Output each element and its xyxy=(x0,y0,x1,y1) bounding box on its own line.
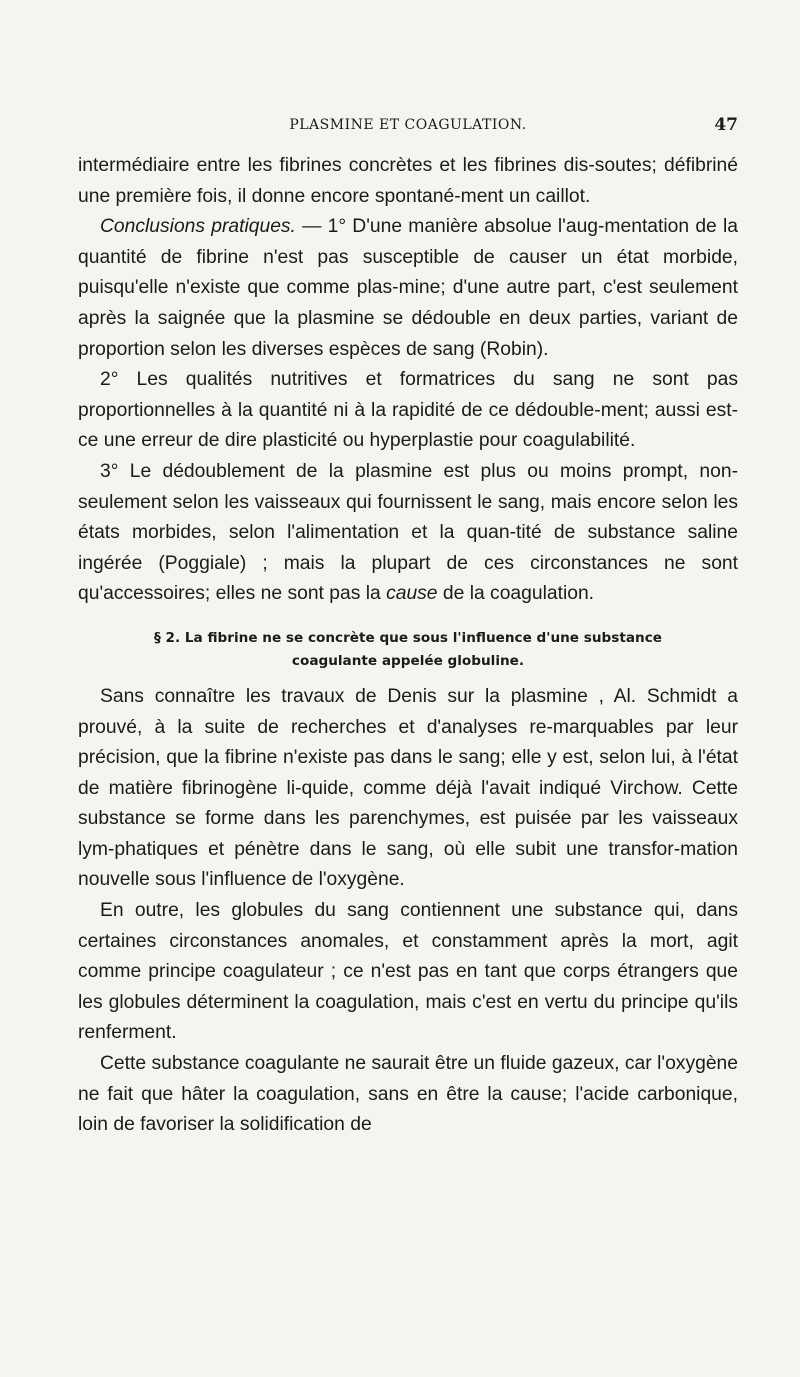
running-head xyxy=(78,115,738,137)
running-title: PLASMINE ET COAGULATION. xyxy=(289,117,527,133)
point-3-end: de la coagulation. xyxy=(437,583,595,605)
body-text xyxy=(78,151,738,610)
section-heading-line-1: § 2. La fibrine ne se concrète que sous l'influence d'une substance xyxy=(154,629,662,646)
paragraph-continuation: intermédiaire entre les fibrines concrètes et les fibrines dis-soutes; défibriné une première fois, il donne encore spontané-ment un caillot. xyxy=(78,155,738,207)
paragraph-point-3 xyxy=(78,457,738,610)
section-heading xyxy=(78,627,738,673)
paragraph-substance: Cette substance coagulante ne saurait être un fluide gazeux, car l'oxygène ne fait que hâter la coagulation, sans en être la cause; l'acide carbonique, loin de favoriser la solidification de xyxy=(78,1053,738,1136)
book-page xyxy=(78,115,738,1141)
section-body-text xyxy=(78,682,738,1141)
point-3-italic: cause xyxy=(386,583,438,605)
conclusions-label: Conclusions pratiques. xyxy=(100,216,296,238)
paragraph-globules: En outre, les globules du sang contiennent une substance qui, dans certaines circonstances anomales, et constamment après la mort, agit comme principe coagulateur ; ce n'est pas en tant que corps étrangers que les globules déterminent la coagulation, mais c'est en vertu du principe qu'ils renferment. xyxy=(78,900,738,1044)
page-number: 47 xyxy=(714,115,738,135)
section-heading-line-2: coagulante appelée globuline. xyxy=(291,652,525,669)
paragraph-point-2: 2° Les qualités nutritives et formatrices du sang ne sont pas proportionnelles à la quantité ni à la rapidité de ce dédouble-ment; aussi est-ce une erreur de dire plasticité ou hyperplastie pour coagulabilité. xyxy=(78,369,738,452)
paragraph-schmidt: Sans connaître les travaux de Denis sur la plasmine , Al. Schmidt a prouvé, à la suite de recherches et d'analyses re-marquables par leur précision, que la fibrine n'existe pas dans le sang; elle y est, selon lui, à l'état de matière fibrinogène li-quide, comme déjà l'avait indiqué Virchow. Cette substance se forme dans les parenchymes, est puisée par les vaisseaux lym-phatiques et pénètre dans le sang, où elle subit une transfor-mation nouvelle sous l'influence de l'oxygène. xyxy=(78,685,738,891)
paragraph-conclusions xyxy=(78,212,738,365)
point-3-text: 3° Le dédoublement de la plasmine est plus ou moins prompt, non-seulement selon les vaisseaux qui fournissent le sang, mais encore selon les états morbides, selon l'alimentation et la quan-tité de substance saline ingérée (Poggiale) ; mais la plupart de ces circonstances ne sont qu'accessoires; elles ne sont pas la xyxy=(78,460,738,605)
conclusions-text: — 1° D'une manière absolue l'aug-mentation de la quantité de fibrine n'est pas susceptible de causer un état morbide, puisqu'elle n'existe que comme plas-mine; d'une autre part, c'est seulement après la saignée que la plasmine se dédouble en deux parties, variant de proportion selon les diverses espèces de sang (Robin). xyxy=(78,216,738,360)
